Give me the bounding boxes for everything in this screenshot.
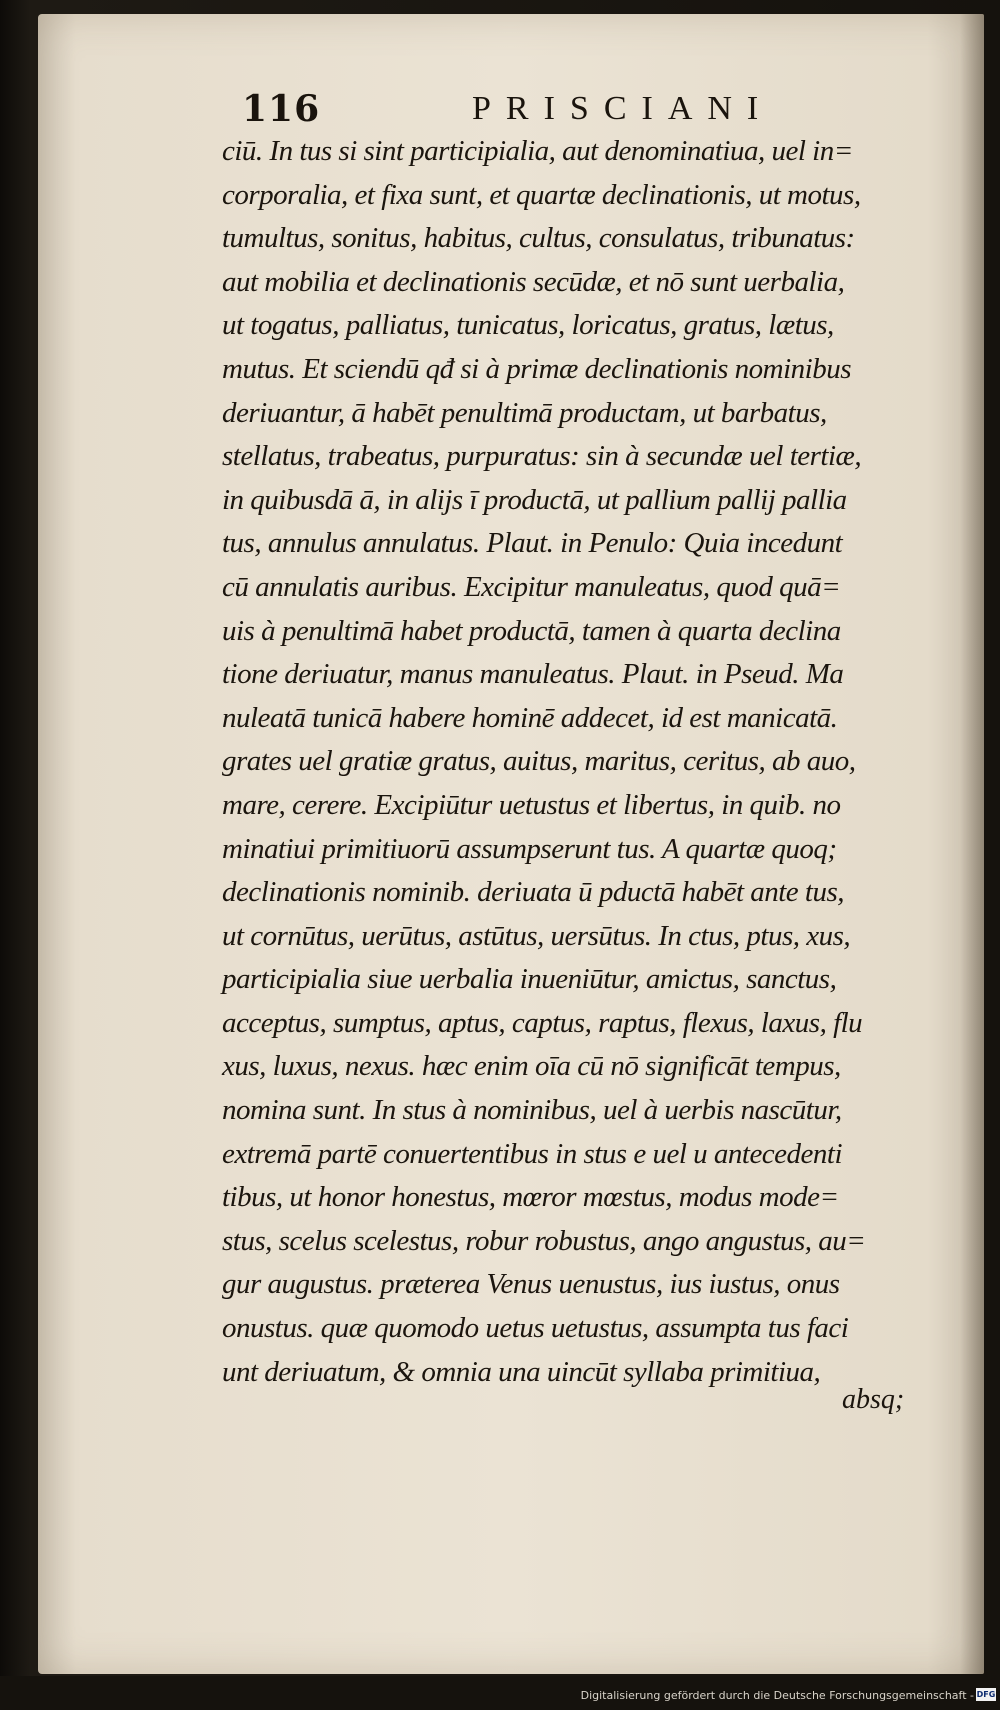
funding-credit: Digitalisierung gefördert durch die Deutsche Forschungsgemeinschaft - <box>580 1689 974 1702</box>
text-line: deriuantur, ā habēt penultimā productam, ut barbatus, <box>222 396 827 429</box>
text-line: stus, scelus scelestus, robur robustus, ango angustus, au= <box>222 1224 866 1257</box>
text-line: declinationis nominib. deriuata ū pductā habēt ante tus, <box>222 876 845 909</box>
text-line: onustus. quæ quomodo uetus uetustus, assumpta tus faci <box>222 1312 849 1345</box>
text-line: acceptus, sumptus, aptus, captus, raptus, flexus, laxus, flu <box>222 1006 863 1039</box>
text-line: ut cornūtus, uerūtus, astūtus, uersūtus. In ctus, ptus, xus, <box>222 919 851 952</box>
text-line: mare, cerere. Excipiūtur uetustus et libertus, in quib. no <box>222 788 841 821</box>
text-line: extremā partē conuertentibus in stus e uel u antecedenti <box>222 1137 843 1170</box>
text-line: tus, annulus annulatus. Plaut. in Penulo: Quia incedunt <box>222 527 843 560</box>
text-line: minatiui primitiuorū assumpserunt tus. A quartæ quoq; <box>222 832 837 865</box>
text-line: nomina sunt. In stus à nominibus, uel à uerbis nascūtur, <box>222 1094 842 1127</box>
text-line: cū annulatis auribus. Excipitur manuleatus, quod quā= <box>222 570 841 603</box>
text-line: nuleatā tunicā habere hominē addecet, id est manicatā. <box>222 701 838 734</box>
text-line: tumultus, sonitus, habitus, cultus, consulatus, tribunatus: <box>222 222 855 255</box>
text-line: uis à penultimā habet productā, tamen à quarta declina <box>222 614 841 647</box>
text-line: xus, luxus, nexus. hæc enim oīa cū nō significāt tempus, <box>222 1050 841 1083</box>
text-line: aut mobilia et declinationis secūdæ, et nō sunt uerbalia, <box>222 265 845 298</box>
dfg-logo-icon: DFG <box>976 1690 996 1699</box>
text-line: ut togatus, palliatus, tunicatus, loricatus, gratus, lætus, <box>222 309 834 342</box>
text-line: tibus, ut honor honestus, mœror mœstus, modus mode= <box>222 1181 839 1214</box>
body-text <box>222 130 952 1394</box>
catchword: absq; <box>842 1384 905 1415</box>
running-head: PRISCIANI <box>472 90 774 127</box>
page-gutter-shadow <box>960 14 984 1674</box>
text-line: grates uel gratiæ gratus, auitus, maritus, ceritus, ab auo, <box>222 745 856 778</box>
page-number: 116 <box>242 88 321 130</box>
text-line: participialia siue uerbalia inueniūtur, amictus, sanctus, <box>222 963 837 996</box>
text-line: stellatus, trabeatus, purpuratus: sin à secundæ uel tertiæ, <box>222 440 862 473</box>
text-line: ciū. In tus si sint participialia, aut denominatiua, uel in= <box>222 135 853 167</box>
text-line: gur augustus. præterea Venus uenustus, ius iustus, onus <box>222 1268 840 1301</box>
text-line: tione deriuatur, manus manuleatus. Plaut. in Pseud. Ma <box>222 658 844 691</box>
text-line: corporalia, et fixa sunt, et quartæ declinationis, ut motus, <box>222 178 861 211</box>
text-line: mutus. Et sciendū qđ si à primæ declinationis nominibus <box>222 352 852 385</box>
text-line: in quibusdā ā, in alijs ī productā, ut pallium pallij pallia <box>222 483 847 516</box>
text-line: unt deriuatum, & omnia una uincūt syllaba primitiua, <box>222 1355 821 1388</box>
